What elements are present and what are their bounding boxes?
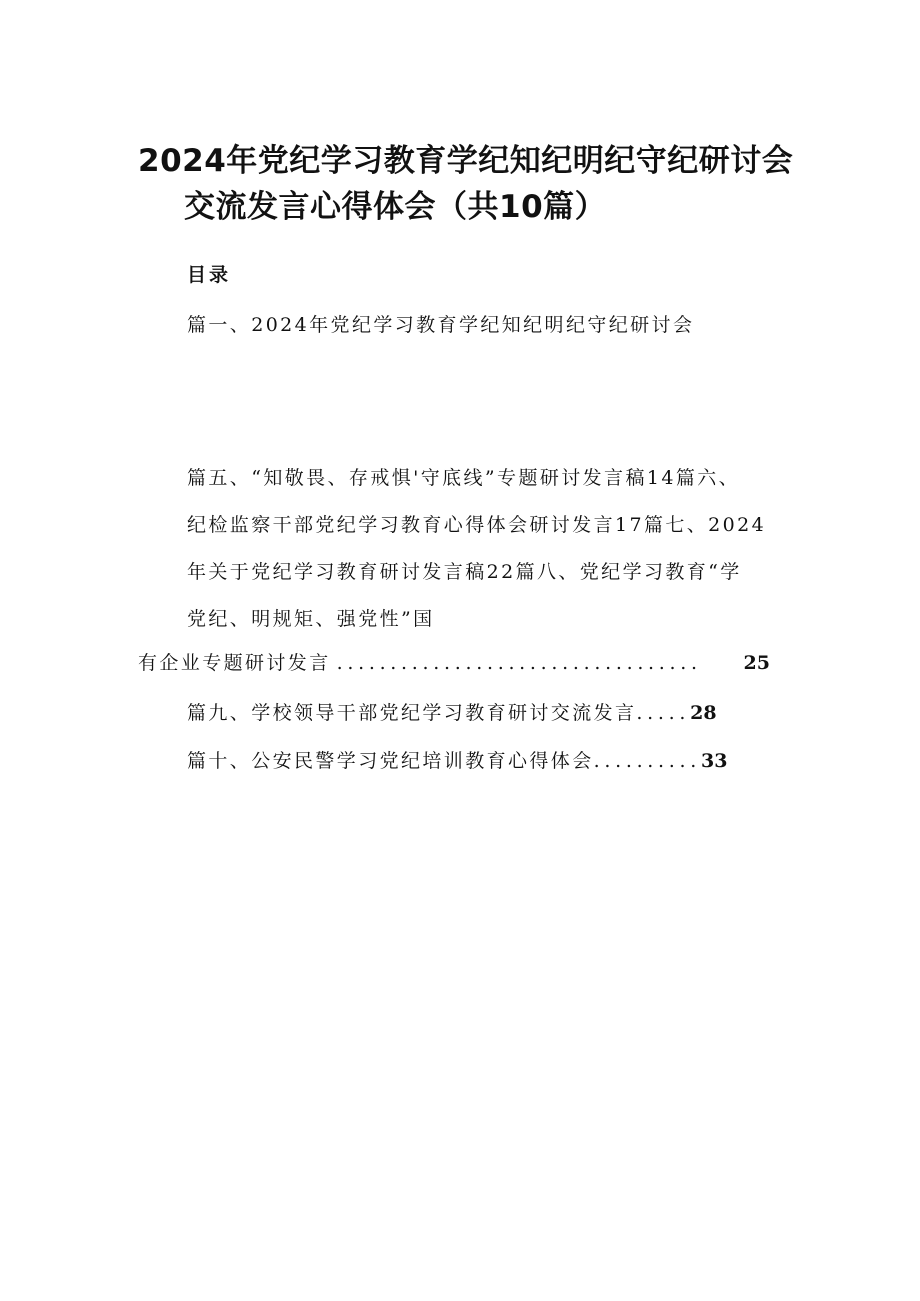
toc-entry-8-leader: .................................. [336,652,702,674]
toc-entry-8 [138,650,770,676]
toc-entry-10-page: 33 [701,750,728,772]
toc-paragraph-line-4: 党纪、明规矩、强党性”国 [187,608,435,630]
toc-paragraph-line-2: 纪检监察干部党纪学习教育心得体会研讨发言17篇七、2024 [187,514,767,536]
toc-entry-10 [187,748,727,774]
toc-entry-1: 篇一、2024年党纪学习教育学纪知纪明纪守纪研讨会 [187,314,695,336]
document-title [138,138,818,230]
toc-entry-9-text: 篇九、学校领导干部党纪学习教育研讨交流发言 [187,702,637,724]
toc-entry-9 [187,700,717,726]
title-line-2: 交流发言心得体会（共10篇） [184,189,607,225]
toc-paragraph-line-3: 年关于党纪学习教育研讨发言稿22篇八、党纪学习教育“学 [187,561,742,583]
toc-merged-paragraph [187,455,792,643]
toc-paragraph-line-1: 篇五、“知敬畏、存戒惧'守底线”专题研讨发言稿14篇六、 [187,467,741,489]
toc-entry-10-text: 篇十、公安民警学习党纪培训教育心得体会 [187,750,594,772]
toc-entry-8-page: 25 [743,652,770,674]
toc-heading: 目录 [187,264,232,286]
toc-entry-9-page: 28 [690,702,717,724]
toc-entry-8-text: 有企业专题研讨发言 [138,652,331,674]
toc-entry-9-leader: ..... [636,702,691,724]
title-line-1: 2024年党纪学习教育学纪知纪明纪守纪研讨会 [138,143,794,179]
toc-entry-10-leader: .......... [593,750,702,772]
